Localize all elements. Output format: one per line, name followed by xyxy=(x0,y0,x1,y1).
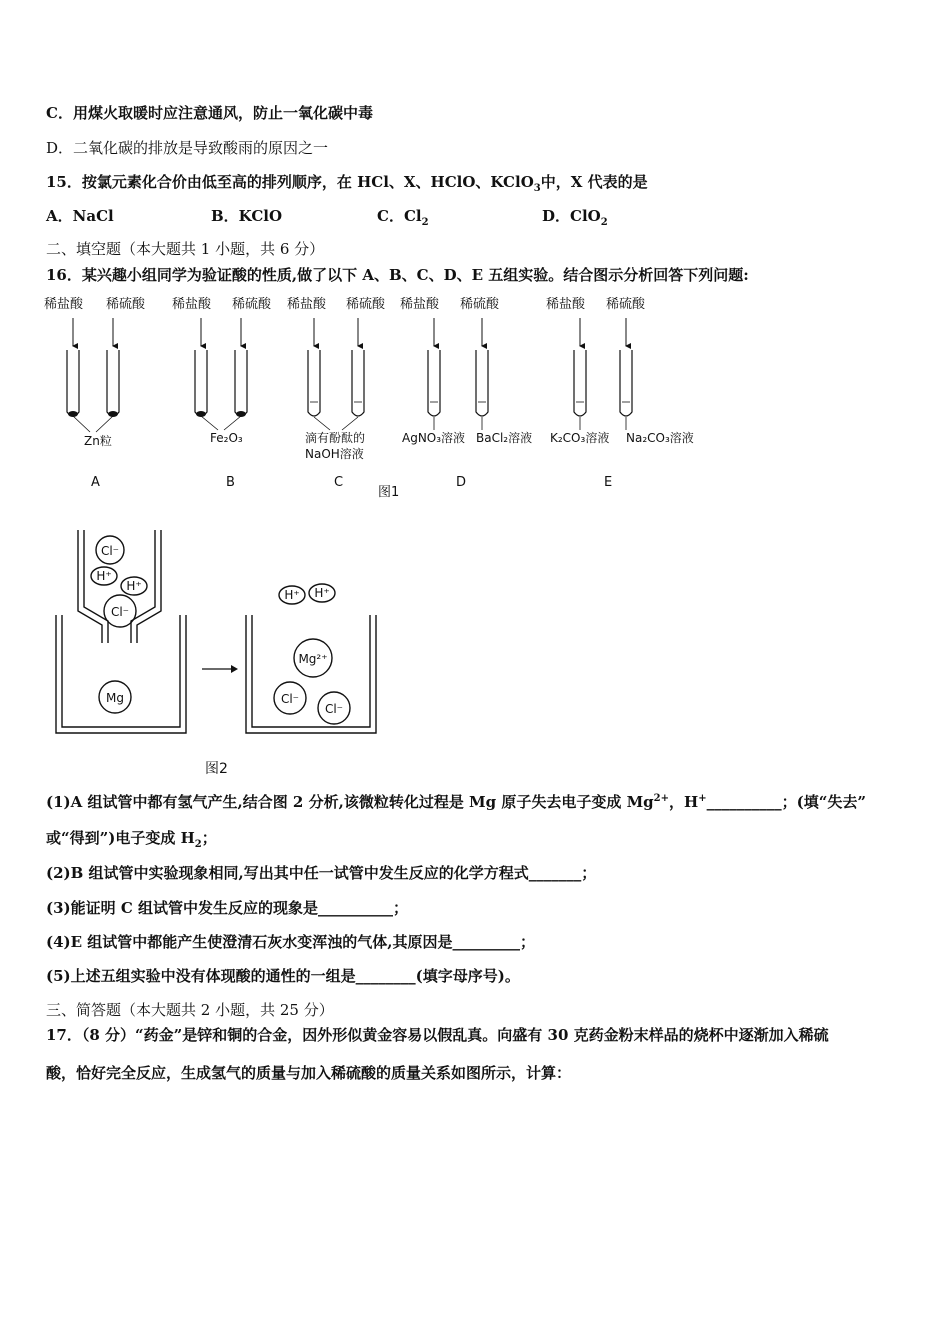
option-d-line: D．二氧化碳的排放是导致酸雨的原因之一 xyxy=(46,139,329,157)
d-substance-1: AgNO₃溶液 xyxy=(402,431,466,445)
ion-cl-4: Cl⁻ xyxy=(324,702,344,716)
c-substance-1: 滴有酚酞的 xyxy=(305,431,366,445)
section-3-heading: 三、简答题（本大题共 2 小题，共 25 分） xyxy=(46,1001,334,1019)
e-left-acid: 稀盐酸 xyxy=(546,297,586,312)
ion-h-4: H⁺ xyxy=(314,586,330,600)
q15-option-b: B．KClO xyxy=(211,207,283,225)
part-1-line-1 xyxy=(46,791,866,812)
e-substance-1: K₂CO₃溶液 xyxy=(550,431,610,445)
p1-text-e: ； xyxy=(201,829,217,847)
label-e: E xyxy=(604,475,613,490)
p1-sub: 2 xyxy=(194,839,202,850)
question-16: 16．某兴趣小组同学为验证酸的性质,做了以下 A、B、C、D、E 五组实验。结合图示分析回答下列问题: xyxy=(46,266,749,284)
q15-option-c xyxy=(377,205,429,228)
opt-d-text: D．ClO xyxy=(542,207,601,225)
opt-d-sub: 2 xyxy=(600,217,608,228)
p1-text-a: (1)A 组试管中都有氢气产生,结合图 2 分析,该微粒转化过程是 Mg 原子失去电子变成 Mg xyxy=(46,793,654,811)
question-17-line-1: 17．（8 分）“药金”是锌和铜的合金，因外形似黄金容易以假乱真。向盛有 30 克药金粉末样品的烧杯中逐渐加入稀硫 xyxy=(46,1026,829,1044)
c-substance-2: NaOH溶液 xyxy=(305,447,364,461)
b-right-acid: 稀硫酸 xyxy=(232,297,272,312)
opt-c-text: C．Cl xyxy=(377,207,422,225)
option-c-line: C．用煤火取暖时应注意通风，防止一氧化碳中毒 xyxy=(46,104,373,122)
e-right-acid: 稀硫酸 xyxy=(606,297,646,312)
e-substance-2: Na₂CO₃溶液 xyxy=(626,431,694,445)
d-right-acid: 稀硫酸 xyxy=(460,297,500,312)
label-c: C xyxy=(334,475,344,490)
p1-text-d: 或“得到”)电子变成 H xyxy=(46,829,195,847)
label-b: B xyxy=(226,475,235,490)
p1-sup-1: 2+ xyxy=(653,793,670,804)
q15-text-a: 15．按氯元素化合价由低至高的排列顺序，在 HCl、X、HClO、KClO xyxy=(46,173,534,191)
ion-cl-3: Cl⁻ xyxy=(280,692,300,706)
atom-mg: Mg xyxy=(106,691,124,705)
part-3: (3)能证明 C 组试管中发生反应的现象是__________； xyxy=(46,899,409,917)
d-left-acid: 稀盐酸 xyxy=(400,297,440,312)
p1-sup-2: + xyxy=(698,793,707,804)
a-left-acid: 稀盐酸 xyxy=(44,297,84,312)
section-2-heading: 二、填空题（本大题共 1 小题，共 6 分） xyxy=(46,240,325,258)
part-2: (2)B 组试管中实验现象相同,写出其中任一试管中发生反应的化学方程式_______； xyxy=(46,864,597,882)
opt-c-sub: 2 xyxy=(421,217,429,228)
d-substance-2: BaCl₂溶液 xyxy=(476,431,533,445)
figure-2-caption: 图2 xyxy=(205,761,228,777)
figure-1 xyxy=(40,290,720,510)
a-right-acid: 稀硫酸 xyxy=(106,297,146,312)
part-4: (4)E 组试管中都能产生使澄清石灰水变浑浊的气体,其原因是_________； xyxy=(46,933,536,951)
ion-h-1: H⁺ xyxy=(96,569,112,583)
q15-option-a: A．NaCl xyxy=(46,207,114,225)
ion-mg2: Mg²⁺ xyxy=(298,652,328,666)
a-substance: Zn粒 xyxy=(84,434,112,448)
q15-sub: 3 xyxy=(533,183,541,194)
ion-cl-1: Cl⁻ xyxy=(100,544,120,558)
question-15 xyxy=(46,171,648,194)
figure-2 xyxy=(50,525,390,780)
q15-option-d xyxy=(542,205,608,228)
ion-h-2: H⁺ xyxy=(126,579,142,593)
ion-cl-2: Cl⁻ xyxy=(110,605,130,619)
part-1-line-2 xyxy=(46,827,217,850)
figure-1-caption: 图1 xyxy=(378,485,400,500)
q15-text-b: 中，X 代表的是 xyxy=(540,173,648,191)
label-a: A xyxy=(91,475,100,490)
b-substance: Fe₂O₃ xyxy=(210,431,243,445)
c-right-acid: 稀硫酸 xyxy=(346,297,386,312)
ion-h-3: H⁺ xyxy=(284,588,300,602)
part-5: (5)上述五组实验中没有体现酸的通性的一组是________(填字母序号)。 xyxy=(46,967,520,985)
c-left-acid: 稀盐酸 xyxy=(287,297,327,312)
question-17-line-2: 酸，恰好完全反应，生成氢气的质量与加入稀硫酸的质量关系如图所示，计算： xyxy=(46,1064,572,1082)
p1-text-c: __________；(填“失去” xyxy=(706,793,866,811)
p1-text-b: ，H xyxy=(669,793,699,811)
label-d: D xyxy=(456,475,467,490)
b-left-acid: 稀盐酸 xyxy=(172,297,212,312)
